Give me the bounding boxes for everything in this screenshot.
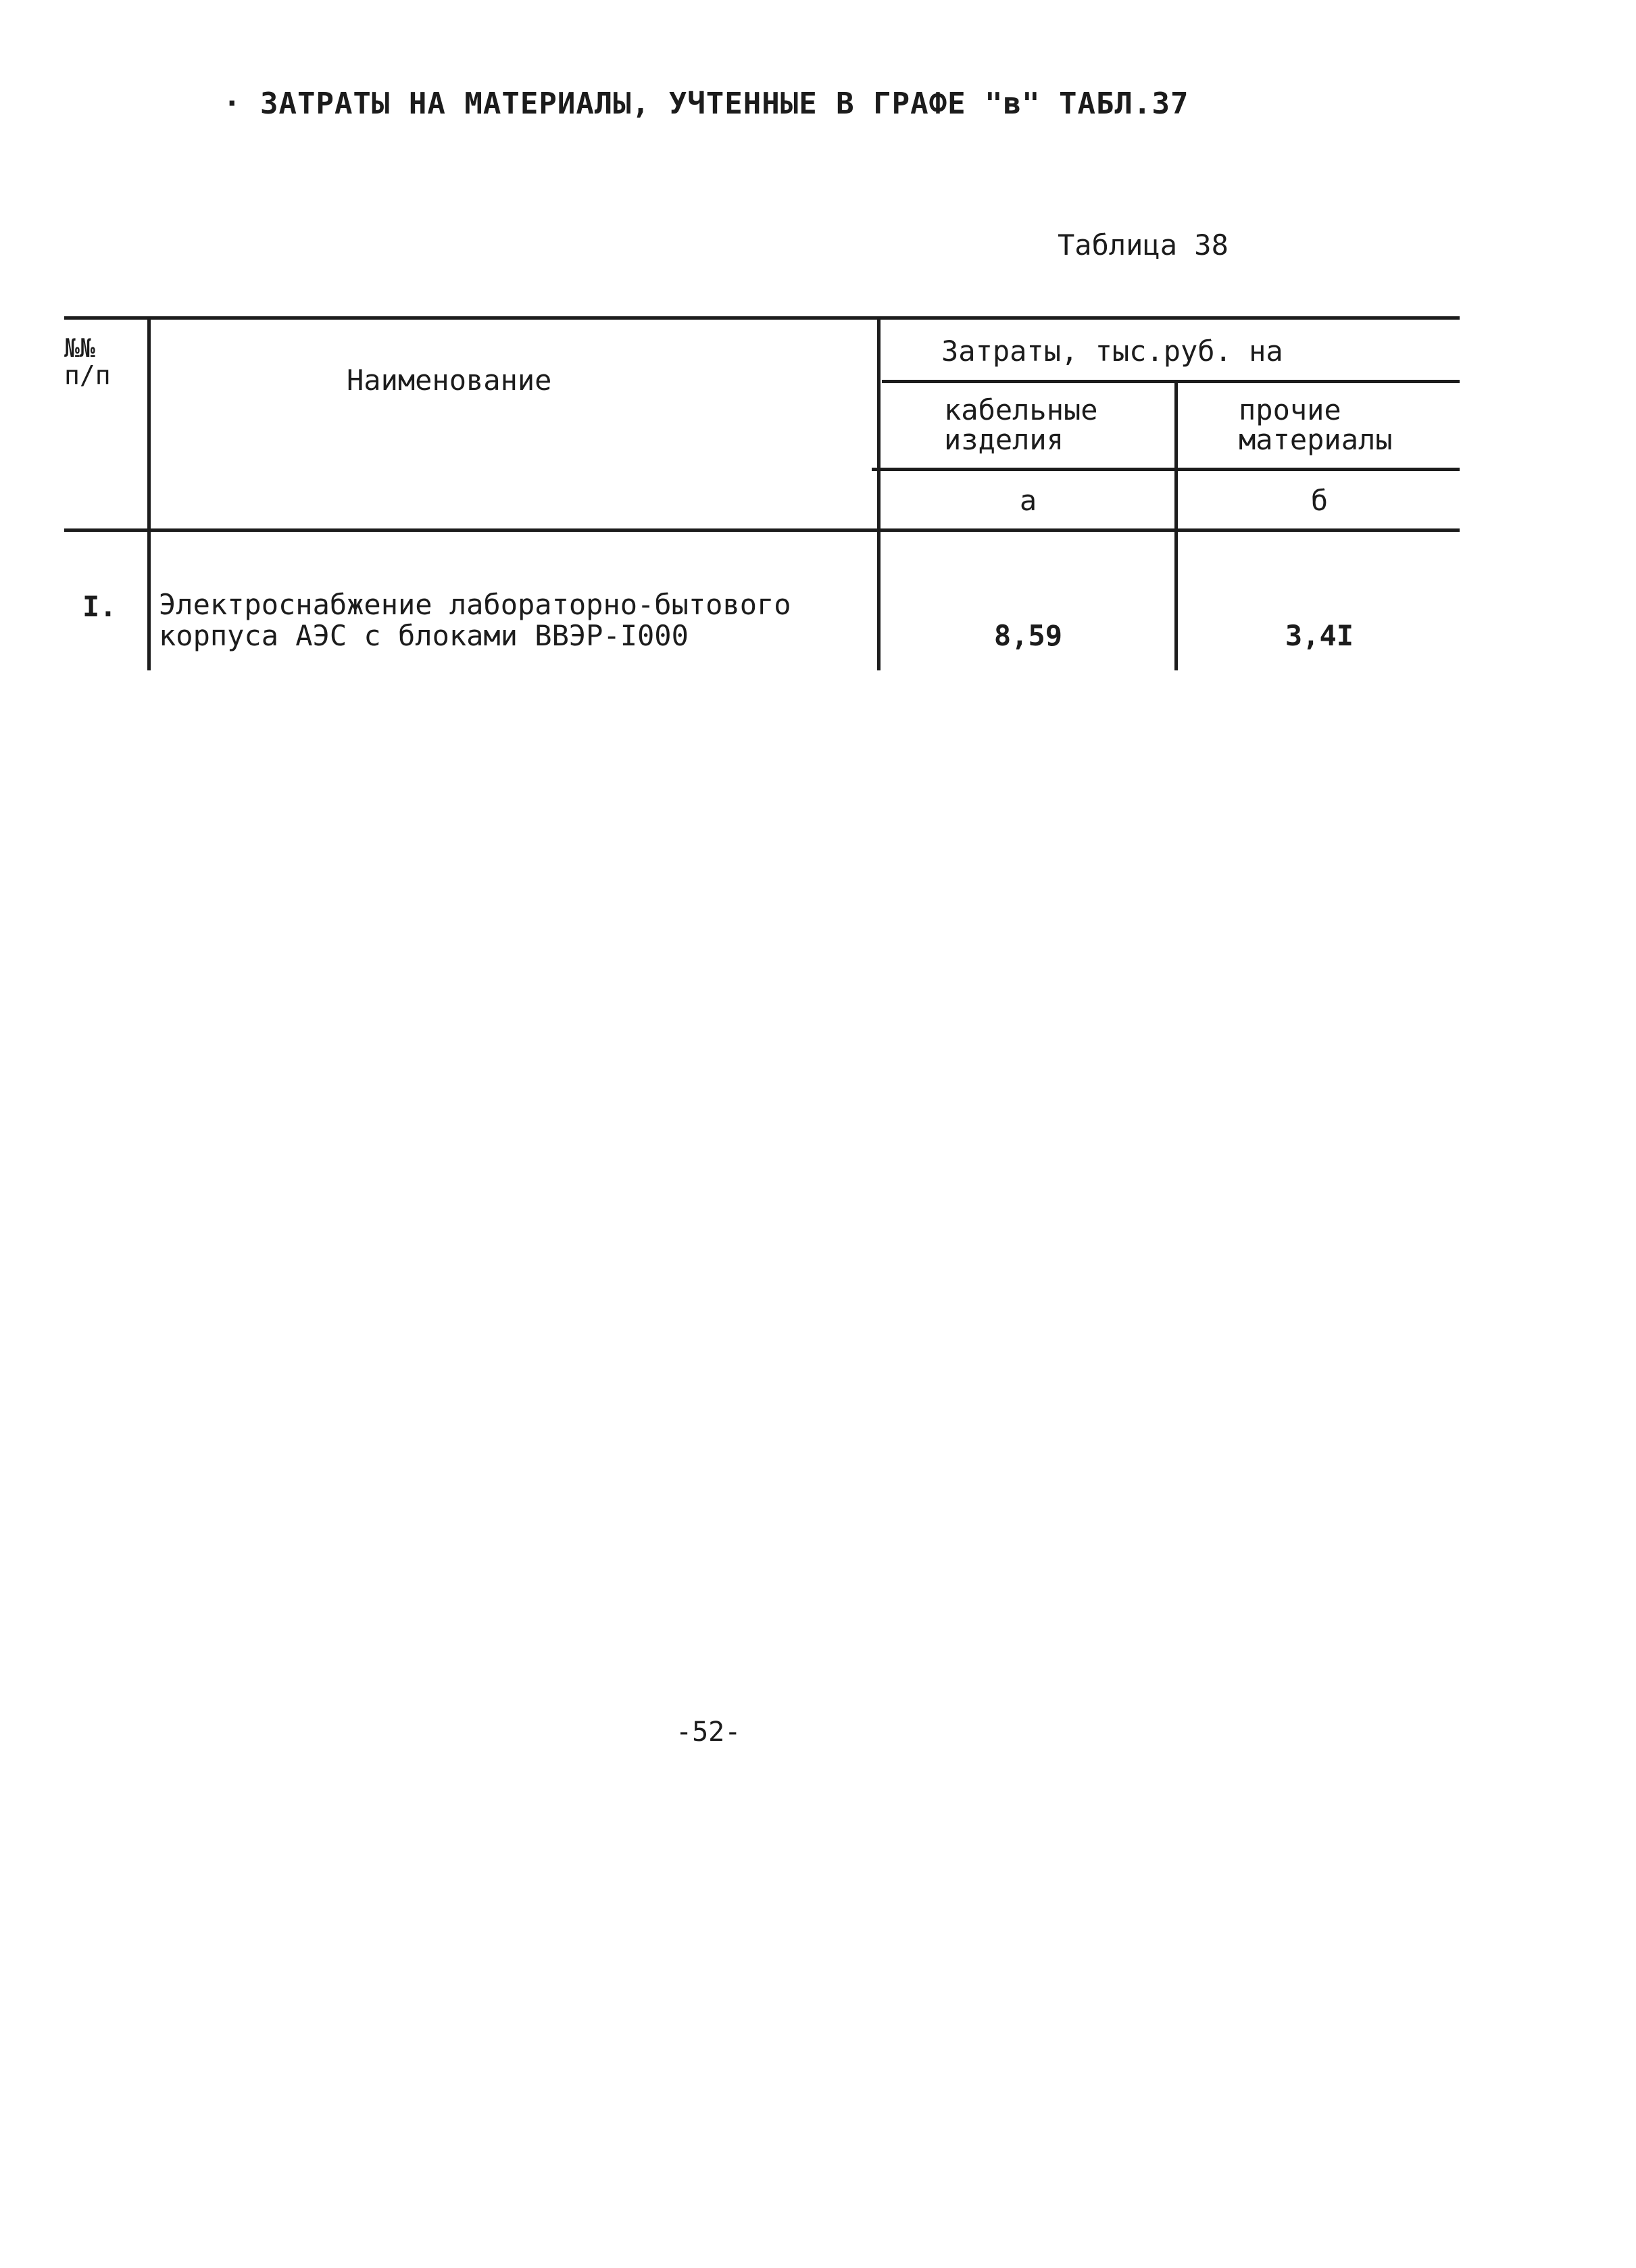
column-b-letter: б [1310, 484, 1329, 517]
header-bottom-rule [64, 528, 1460, 532]
costs-column-divider [1174, 380, 1178, 670]
costs-group-header: Затраты, тыс.руб. на [941, 335, 1283, 368]
row-cable-products-value: 8,59 [993, 619, 1063, 652]
row-number: I. [82, 590, 117, 623]
page-number: -52- [676, 1717, 741, 1748]
other-materials-header: прочие материалы [1239, 393, 1393, 456]
name-column-divider [877, 318, 881, 670]
name-column-header: Наименование [347, 364, 552, 397]
table-number-label: Таблица 38 [1058, 228, 1229, 262]
row-name: Электроснабжение лабораторно-бытового корпуса АЭС с блоками ВВЭР-I000 [159, 588, 791, 652]
row-other-materials-value: 3,4I [1285, 619, 1354, 652]
cable-products-header: кабельные изделия [944, 393, 1098, 456]
column-a-letter: а [1019, 484, 1037, 517]
page-heading: · ЗАТРАТЫ НА МАТЕРИАЛЫ, УЧТЕННЫЕ В ГРАФЕ "в" ТАБЛ.37 [223, 87, 1189, 121]
number-column-divider [147, 318, 151, 670]
column-names-rule [872, 468, 1460, 471]
table-top-rule [64, 316, 1460, 320]
costs-subheader-rule [882, 380, 1460, 383]
number-column-header: №№ п/п [64, 333, 111, 390]
